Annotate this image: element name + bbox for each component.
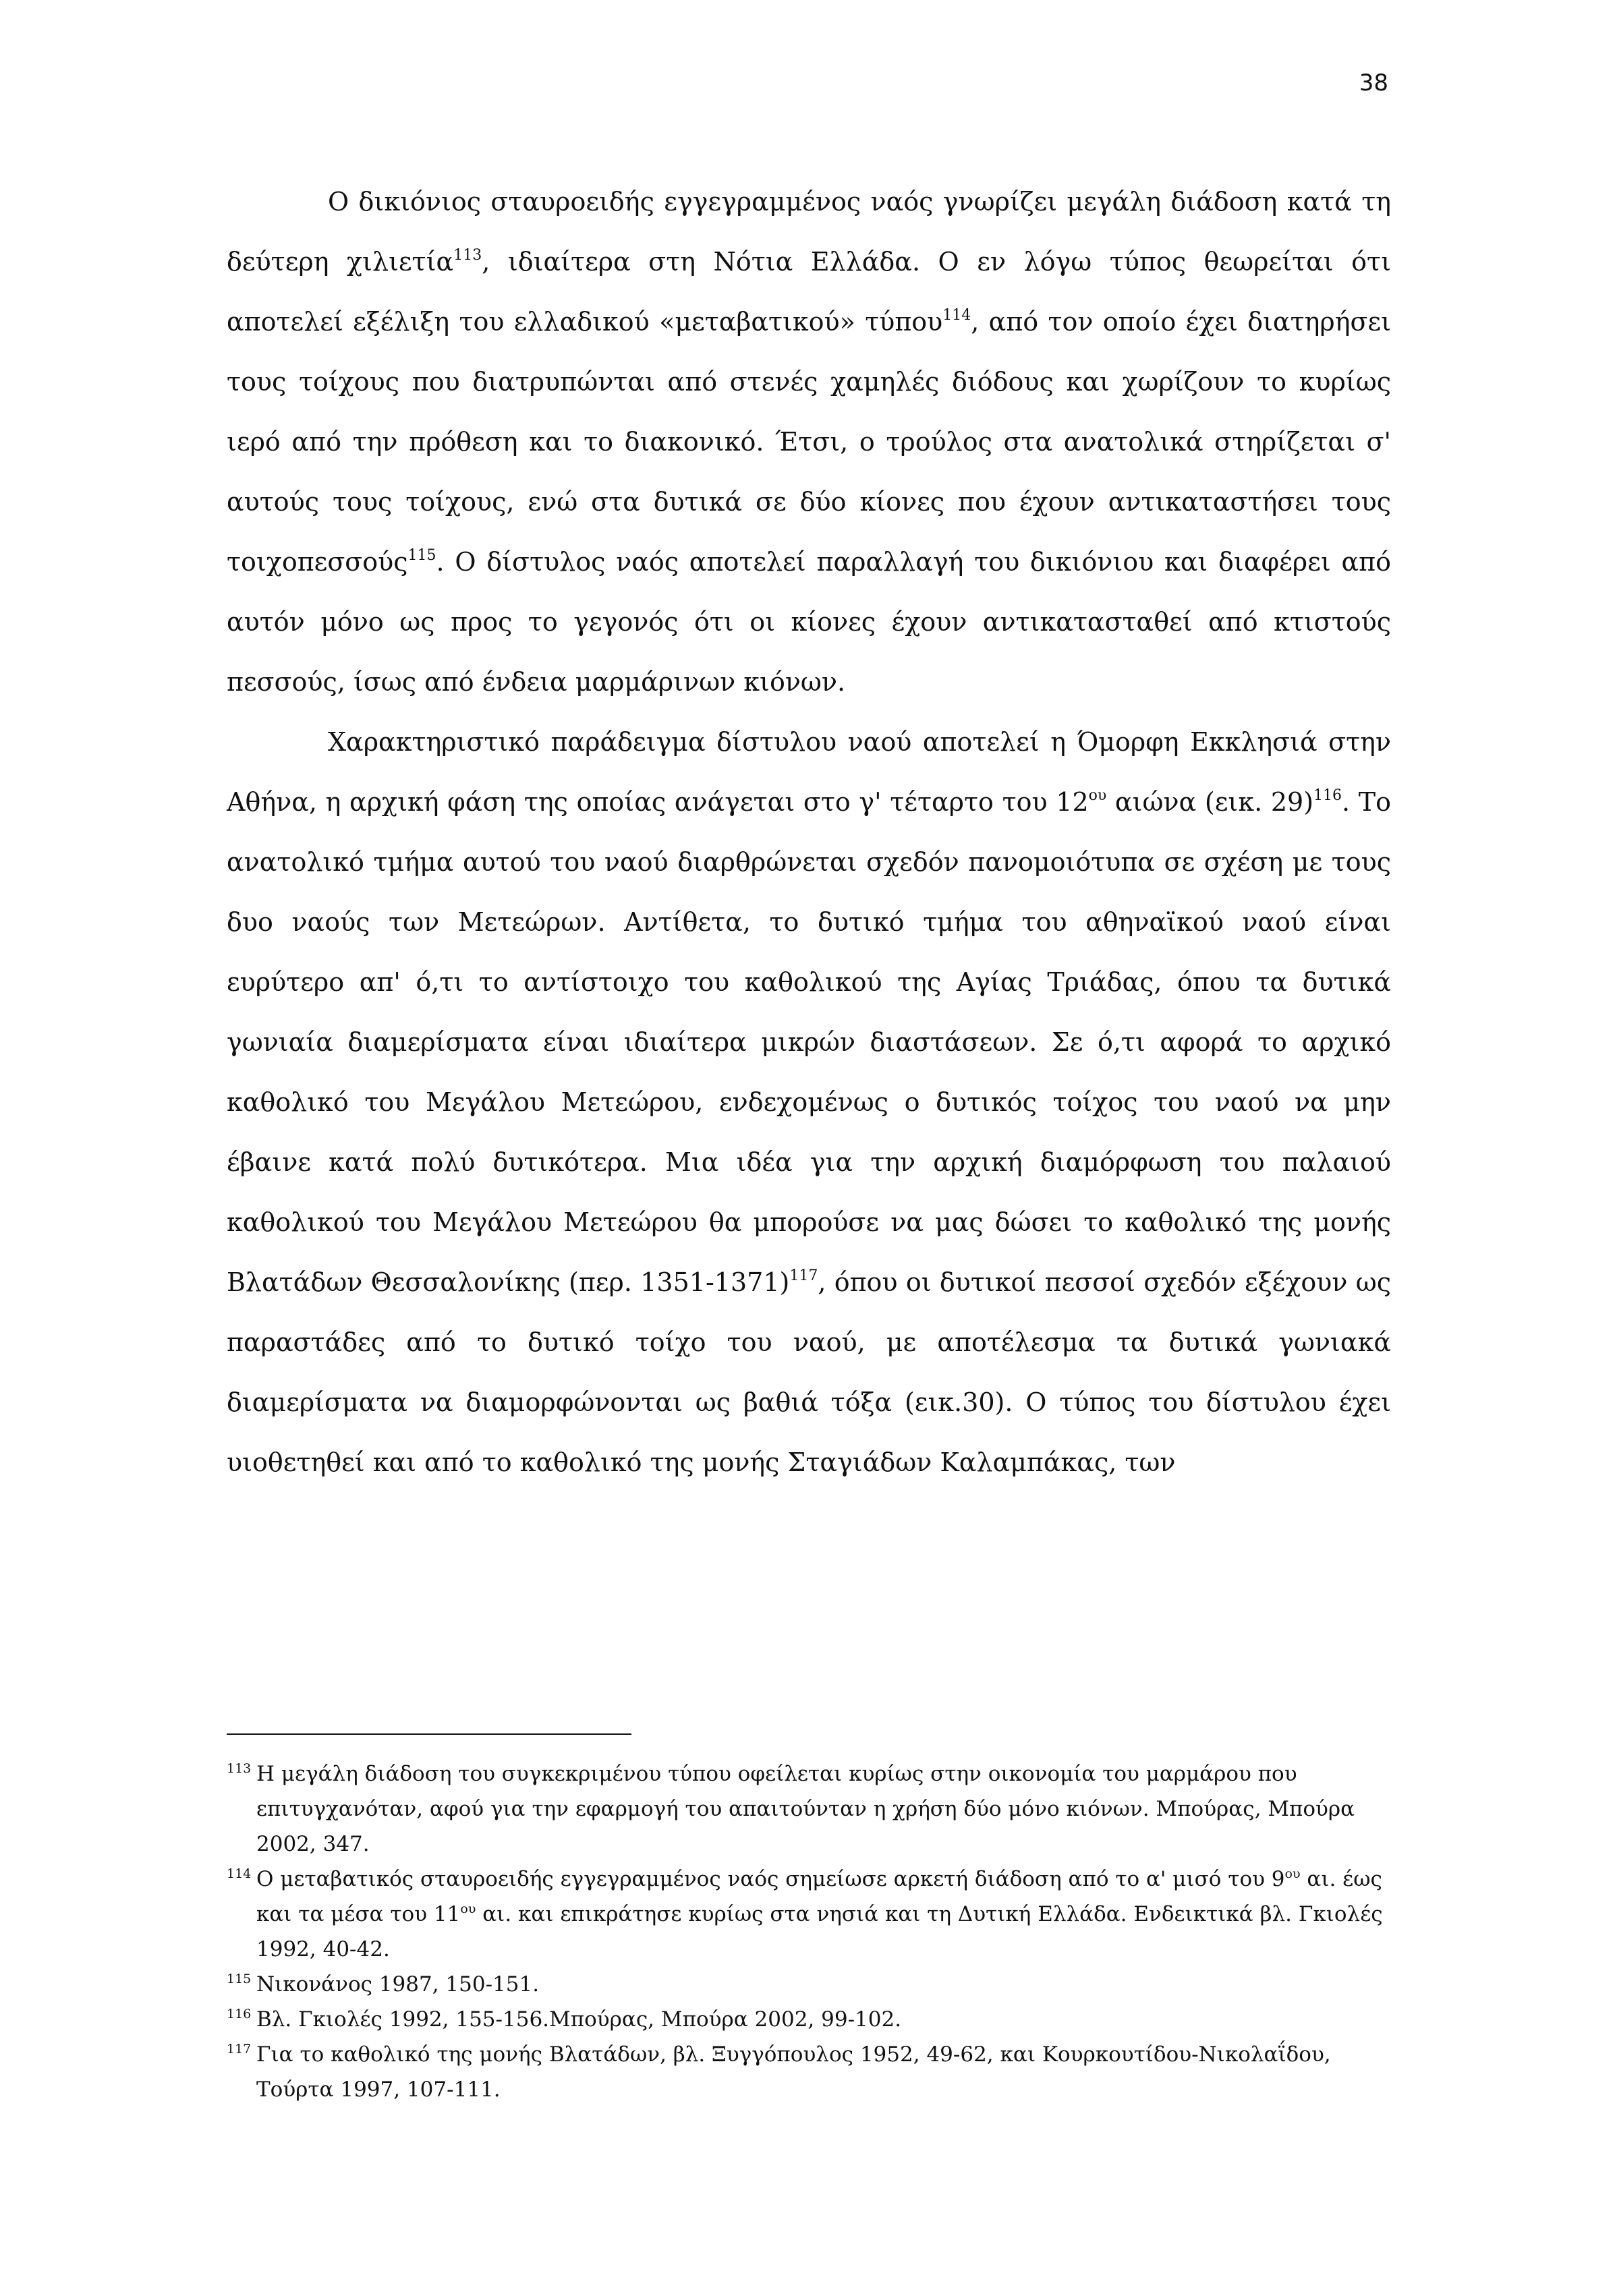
text-span: . Το ανατολικό τμήμα αυτού του ναού διαρθρώνεται σχεδόν πανομοιότυπα σε σχέση με τους δυο ναούς των Μετεώρων. Αντίθετα, το δυτικό τμήμα του αθηναϊκού ναού είναι ευρύτερο απ' ό,τι το αντίστοιχο του καθολικού της Αγίας Τριάδας, όπου τα δυτικά γωνιαία διαμερίσματα είναι ιδιαίτερα μικρών διαστάσεων. Σε ό,τι αφορά το αρχικό καθολικό του Μεγάλου Μετεώρου, ενδεχομένως ο δυτικός τοίχος του ναού να μην έβαινε κατά πολύ δυτικότερα. Μια ιδέα για την αρχική διαμόρφωση του παλαιού καθολικού του Μεγάλου Μετεώρου θα μπορούσε να μας δώσει το καθολικό της μονής Βλατάδων Θεσσαλονίκης (περ. 1351-1371) bbox=[227, 787, 1391, 1297]
footnote-number bbox=[227, 1756, 256, 1791]
footnote-number-text: 115 bbox=[227, 1972, 252, 1986]
footnote-number bbox=[227, 1967, 256, 2002]
footnote-number-text: 117 bbox=[227, 2042, 252, 2057]
footnote-ref-114[interactable]: 114 bbox=[942, 307, 971, 324]
footnotes bbox=[227, 1756, 1391, 2107]
footnote-115 bbox=[227, 1967, 1391, 2002]
footnote-117 bbox=[227, 2037, 1391, 2107]
paragraph bbox=[227, 712, 1391, 1493]
text-span: . Ο δίστυλος ναός αποτελεί παραλλαγή του δικιόνιου και διαφέρει από αυτόν μόνο ως προς το γεγονός ότι οι κίονες έχουν αντικατασταθεί από κτιστούς πεσσούς, ίσως από ένδεια μαρμάρινων κιόνων. bbox=[227, 547, 1391, 697]
footnote-114 bbox=[227, 1862, 1391, 1967]
footnote-text: αι. και επικράτησε κυρίως στα νησιά και τη Δυτική Ελλάδα. Ενδεικτικά βλ. Γκιολές 1992, 40-42. bbox=[256, 1902, 1383, 1961]
paragraph bbox=[227, 172, 1391, 712]
ordinal-suffix: ου bbox=[460, 1901, 476, 1916]
text-span: Ο δικιόνιος σταυροειδής εγγεγραμμένος ναός γνωρίζει μεγάλη διάδοση κατά τη δεύτερη χιλιετία bbox=[227, 187, 1391, 277]
footnote-text: Η μεγάλη διάδοση του συγκεκριμένου τύπου οφείλεται κυρίως στην οικονομία του μαρμάρου που επιτυγχανόταν, αφού για την εφαρμογή του απαιτούνταν η χρήση δύο μόνο κιόνων. Μπούρας, Μπούρα 2002, 347. bbox=[256, 1762, 1355, 1856]
ordinal-suffix: ου bbox=[1284, 1866, 1301, 1881]
page-number: 38 bbox=[1359, 69, 1388, 96]
footnote-113 bbox=[227, 1756, 1391, 1862]
footnote-ref-115[interactable]: 115 bbox=[407, 547, 436, 564]
footnote-ref-116[interactable]: 116 bbox=[1313, 787, 1342, 804]
footnote-ref-113[interactable]: 113 bbox=[453, 247, 482, 264]
footnote-separator bbox=[227, 1733, 631, 1735]
footnote-text: αι. έως και τα μέσα του 11 bbox=[256, 1867, 1382, 1926]
footnote-text: Για το καθολικό της μονής Βλατάδων, βλ. Ξυγγόπουλος 1952, 49-62, και Κουρκουτίδου-Νικολαΐδου, Τούρτα 1997, 107-111. bbox=[256, 2042, 1331, 2102]
footnote-number-text: 113 bbox=[227, 1761, 252, 1776]
footnote-text: Βλ. Γκιολές 1992, 155-156.Μπούρας, Μπούρα 2002, 99-102. bbox=[256, 2007, 902, 2032]
footnote-number bbox=[227, 2037, 256, 2072]
text-span: , ιδιαίτερα στη Νότια Ελλάδα. Ο εν λόγω τύπος θεωρείται ότι αποτελεί εξέλιξη του ελλαδικού «μεταβατικού» τύπου bbox=[227, 247, 1391, 337]
footnote-number bbox=[227, 2002, 256, 2037]
footnote-ref-117[interactable]: 117 bbox=[789, 1267, 818, 1284]
text-span: Χαρακτηριστικό παράδειγμα δίστυλου ναού αποτελεί η Όμορφη Εκκλησιά στην Αθήνα, η αρχική φάση της οποίας ανάγεται στο γ' τέταρτο του 12 bbox=[227, 727, 1391, 817]
text-span: , από τον οποίο έχει διατηρήσει τους τοίχους που διατρυπώνται από στενές χαμηλές διόδους και χωρίζουν το κυρίως ιερό από την πρόθεση και το διακονικό. Έτσι, ο τρούλος στα ανατολικά στηρίζεται σ' αυτούς τους τοίχους, ενώ στα δυτικά σε δύο κίονες που έχουν αντικαταστήσει τους τοιχοπεσσούς bbox=[227, 307, 1391, 577]
footnote-number bbox=[227, 1862, 256, 1897]
footnote-number-text: 116 bbox=[227, 2007, 252, 2021]
ordinal-suffix: ου bbox=[1088, 787, 1107, 804]
footnote-text: Νικονάνος 1987, 150-151. bbox=[256, 1972, 540, 1997]
text-span: , όπου οι δυτικοί πεσσοί σχεδόν εξέχουν ως παραστάδες από το δυτικό τοίχο του ναού, με αποτέλεσμα τα δυτικά γωνιακά διαμερίσματα να διαμορφώνονται ως βαθιά τόξα (εικ.30). Ο τύπος του δίστυλου έχει υιοθετηθεί και από το καθολικό της μονής Σταγιάδων Καλαμπάκας, των bbox=[227, 1267, 1391, 1477]
footnote-text: Ο μεταβατικός σταυροειδής εγγεγραμμένος ναός σημείωσε αρκετή διάδοση από το α' μισό του 9 bbox=[256, 1867, 1285, 1891]
footnote-116 bbox=[227, 2002, 1391, 2037]
text-span: αιώνα (εικ. 29) bbox=[1106, 787, 1314, 817]
main-text bbox=[227, 172, 1391, 1493]
footnote-number-text: 114 bbox=[227, 1866, 252, 1881]
